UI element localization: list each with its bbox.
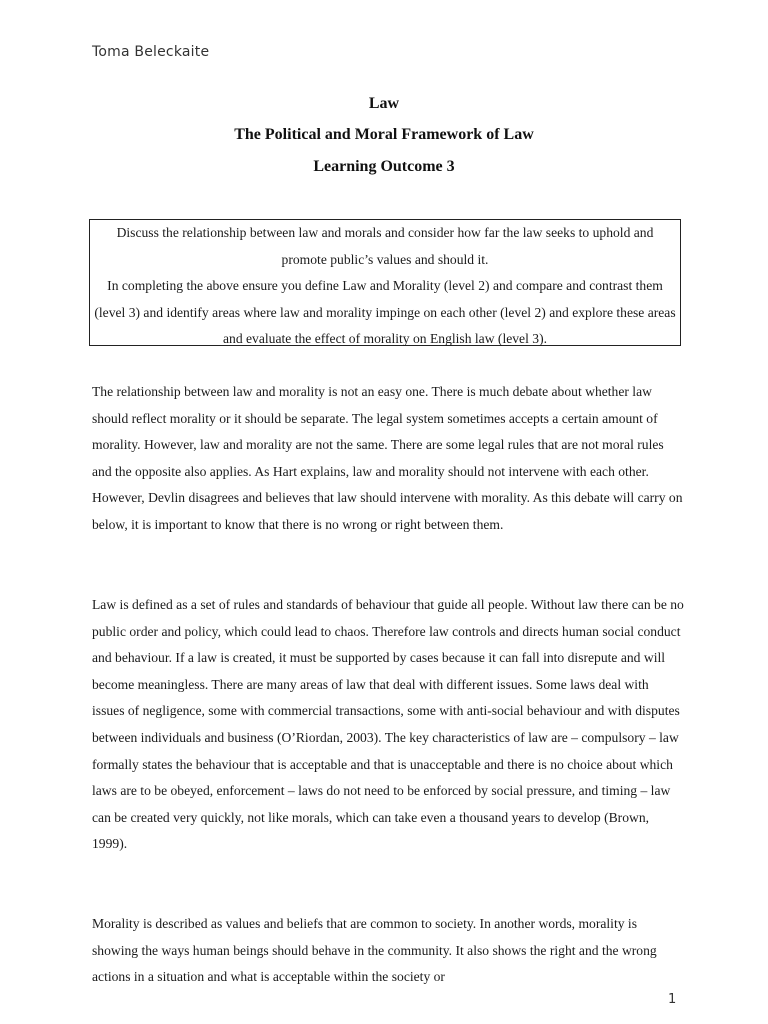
task-instructions: In completing the above ensure you define Law and Morality (level 2) and compare and contrast them (level 3) and identify areas where law and morality impinge on each other (level 2) and explore these areas and evaluate the effect of morality on English law (level 3). <box>94 278 676 346</box>
page-number: 1 <box>668 992 677 1007</box>
body-paragraph-1: The relationship between law and morality is not an easy one. There is much debate about whether law should reflect morality or it should be separate. The legal system sometimes accepts a certain amount of morality. However, law and morality are not the same. There are some legal rules that are not moral rules and the opposite also applies. As Hart explains, law and morality should not intervene with each other. However, Devlin disagrees and believes that law should intervene with morality. As this debate will carry on below, it is important to know that there is no wrong or right between them. <box>92 384 683 532</box>
body-paragraph-3: Morality is described as values and beliefs that are common to society. In another words, morality is showing the ways human beings should behave in the community. It also shows the right and the wrong actions in a situation and what is acceptable within the society or <box>92 916 657 985</box>
document-title: Law <box>368 95 400 112</box>
task-question: Discuss the relationship between law and morals and consider how far the law seeks to uphold and promote public’s values and should it. <box>116 225 654 267</box>
header-author-name: Toma Beleckaite <box>92 44 210 60</box>
body-paragraph-2: Law is defined as a set of rules and standards of behaviour that guide all people. Without law there can be no public order and policy, which could lead to chaos. Therefore law controls and directs human social conduct and behaviour. If a law is created, it must be supported by cases because it can fall into disrepute and will become meaningless. There are many areas of law that deal with different issues. Some laws deal with issues of negligence, some with commercial transactions, some with anti-social behaviour and with disputes between individuals and business (O’Riordan, 2003). The key characteristics of law are – compulsory – law formally states the behaviour that is acceptable and that is unacceptable and there is no choice about which laws are to be obeyed, enforcement – laws do not need to be enforced by social pressure, and timing – law can be created very quickly, not like morals, which can take even a thousand years to develop (Brown, 1999). <box>92 597 684 852</box>
learning-outcome-heading: Learning Outcome 3 <box>313 158 455 175</box>
document-subtitle: The Political and Moral Framework of Law <box>234 126 534 143</box>
assignment-task-box <box>89 219 681 346</box>
